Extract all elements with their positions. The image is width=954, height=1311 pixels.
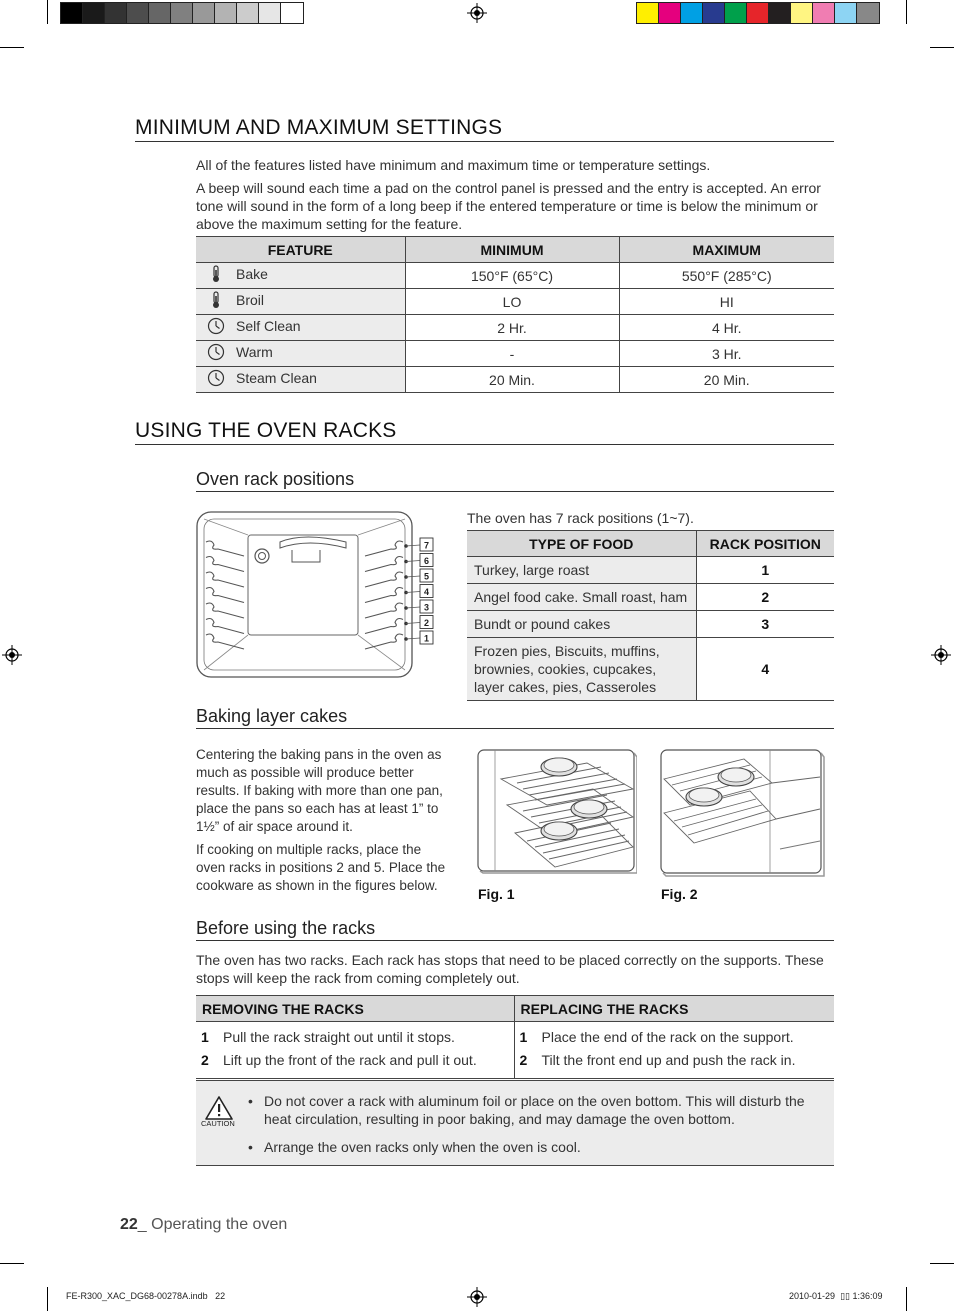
feature-name: Warm: [236, 344, 273, 361]
footer-section: _ Operating the oven: [137, 1216, 288, 1233]
clock-icon: [196, 369, 236, 390]
table-row: [196, 289, 834, 315]
rack-number-label: 7: [423, 540, 430, 551]
registration-mark-icon: [467, 3, 487, 23]
rack-number-label: 4: [423, 587, 430, 597]
color-swatch: [193, 3, 215, 23]
table-row: [196, 263, 834, 289]
subheading-before-using-racks: Before using the racks: [196, 918, 376, 938]
clock-icon: [196, 343, 236, 364]
subheading-baking-layer-cakes: Baking layer cakes: [196, 706, 348, 726]
color-swatch: [747, 3, 769, 23]
feature-cell: [196, 341, 405, 367]
food-type-cell: Bundt or pound cakes: [467, 611, 696, 638]
before-racks-intro: The oven has two racks. Each rack has stops that need to be placed correctly on the supports. These stops will keep the rack from coming completely out.: [196, 952, 824, 986]
figure-2-oven-pans: [660, 749, 825, 877]
step-text: Pull the rack straight out until it stops.: [223, 1029, 455, 1045]
page-footer: [120, 1216, 287, 1234]
feature-cell: [196, 367, 405, 393]
title-rule: [135, 444, 834, 445]
figure-1-label: Fig. 1: [478, 886, 515, 902]
caution-item: • Arrange the oven racks only when the oven is cool.: [246, 1138, 816, 1156]
table-row: [467, 638, 834, 701]
column-header: REPLACING THE RACKS: [514, 996, 834, 1022]
registration-mark-icon: [931, 645, 951, 665]
rack-positions-intro: The oven has 7 rack positions (1~7).: [467, 510, 694, 526]
title-rule: [135, 141, 834, 142]
food-type-cell: Angel food cake. Small roast, ham: [467, 584, 696, 611]
color-swatch: [813, 3, 835, 23]
table-row: [467, 557, 834, 584]
rack-position-table: [467, 530, 834, 701]
table-header-row: [196, 237, 834, 263]
rack-number-label: 6: [423, 556, 430, 566]
color-swatch: [791, 3, 813, 23]
step-number: 2: [201, 1052, 209, 1068]
thermometer-icon: [196, 291, 236, 312]
baking-para-1: Centering the baking pans in the oven as much as possible will produce better results. If baking with more than one pan, place the pans so each has at least 1” to 1½” of air space around it.: [196, 747, 443, 834]
page-number: 22: [120, 1216, 138, 1233]
feature-name: Steam Clean: [236, 370, 317, 387]
column-header: FEATURE: [196, 237, 405, 263]
column-header: TYPE OF FOOD: [467, 531, 696, 557]
table-row: [467, 584, 834, 611]
caution-warning-icon: [204, 1096, 234, 1120]
rack-position-cell: 3: [696, 611, 834, 638]
settings-intro: All of the features listed have minimum and maximum time or temperature settings.: [196, 157, 711, 173]
table-row: [196, 341, 834, 367]
maximum-cell: 3 Hr.: [619, 341, 834, 367]
minimum-cell: 150°F (65°C): [405, 263, 619, 289]
clock-icon: [196, 317, 236, 338]
step-item: [520, 1049, 835, 1072]
color-swatch: [171, 3, 193, 23]
table-row: [196, 367, 834, 393]
feature-cell: [196, 315, 405, 341]
oven-rack-diagram: [196, 510, 441, 680]
step-text: Place the end of the rack on the support.: [541, 1029, 794, 1045]
color-swatch: [281, 3, 303, 23]
figure-1-oven-pans: [477, 749, 637, 874]
print-file-info: FE-R300_XAC_DG68-00278A.indb 22: [66, 1291, 226, 1301]
table-row: [196, 1022, 834, 1079]
food-type-cell: Turkey, large roast: [467, 557, 696, 584]
step-number: 1: [519, 1029, 528, 1045]
feature-name: Self Clean: [236, 318, 301, 335]
registration-mark-icon: [467, 1287, 487, 1307]
color-swatch: [637, 3, 659, 23]
table-header-row: [467, 531, 834, 557]
baking-para-2: If cooking on multiple racks, place the oven racks in positions 2 and 5. Place the cookware as shown in the figures below.: [196, 842, 446, 893]
gray-color-bar: [60, 2, 304, 24]
rack-number-label: 2: [423, 618, 430, 628]
color-swatch: [659, 3, 681, 23]
rack-number-label: 1: [423, 633, 430, 644]
figure-2-label: Fig. 2: [661, 886, 698, 902]
rack-number-label: 3: [423, 602, 430, 613]
replacing-steps: [514, 1022, 834, 1079]
removing-steps: [196, 1022, 514, 1079]
step-item: [520, 1026, 835, 1049]
color-swatch: [857, 3, 879, 23]
print-date: [789, 1291, 883, 1302]
section-title-settings: MINIMUM AND MAXIMUM SETTINGS: [135, 116, 503, 139]
column-header: REMOVING THE RACKS: [196, 996, 514, 1022]
section-title-racks: USING THE OVEN RACKS: [135, 419, 397, 442]
color-bar: [636, 2, 880, 24]
column-header: MINIMUM: [405, 237, 619, 263]
step-item: [201, 1049, 514, 1072]
color-swatch: [681, 3, 703, 23]
color-swatch: [83, 3, 105, 23]
color-swatch: [215, 3, 237, 23]
color-swatch: [725, 3, 747, 23]
subheading-rule: [196, 940, 834, 941]
subheading-rule: [196, 728, 834, 729]
column-header: RACK POSITION: [696, 531, 834, 557]
color-swatch: [769, 3, 791, 23]
step-number: 1: [201, 1029, 209, 1045]
color-swatch: [835, 3, 857, 23]
feature-cell: [196, 263, 405, 289]
racks-instructions-table: [196, 995, 834, 1079]
color-swatch: [259, 3, 281, 23]
caution-item: • Do not cover a rack with aluminum foil or place on the oven bottom. This will disturb the heat circulation, resulting in poor baking, and may damage the oven bottom.: [246, 1092, 816, 1128]
feature-name: Bake: [236, 266, 268, 283]
registration-mark-icon: [2, 645, 22, 665]
color-swatch: [149, 3, 171, 23]
print-date-value: 2010-01-29: [789, 1291, 836, 1301]
minimum-cell: 2 Hr.: [405, 315, 619, 341]
table-row: [467, 611, 834, 638]
settings-beep-note: A beep will sound each time a pad on the control panel is pressed and the entry is accepted. An error tone will sound in the form of a long beep if the entered temperature or time is below the minimum or above the maximum setting for the feature.: [196, 180, 821, 232]
feature-name: Broil: [236, 292, 265, 309]
rack-position-cell: 2: [696, 584, 834, 611]
step-number: 2: [519, 1052, 528, 1068]
subheading-rule: [196, 491, 834, 492]
step-item: [201, 1026, 514, 1049]
print-time: ▯▯ 1:36:09: [840, 1291, 883, 1301]
caution-box: [196, 1080, 834, 1166]
thermometer-icon: [196, 265, 236, 286]
caution-label: CAUTION: [201, 1119, 235, 1128]
food-type-cell: Frozen pies, Biscuits, muffins, brownies, cookies, cupcakes, layer cakes, pies, Casseroles: [467, 638, 696, 701]
step-text: Tilt the front end up and push the rack in.: [541, 1052, 796, 1068]
step-text: Lift up the front of the rack and pull it out.: [223, 1052, 477, 1068]
color-swatch: [237, 3, 259, 23]
color-swatch: [105, 3, 127, 23]
feature-cell: [196, 289, 405, 315]
maximum-cell: 20 Min.: [619, 367, 834, 393]
rack-number-label: 5: [423, 571, 430, 582]
settings-table: [196, 236, 834, 393]
subheading-rack-positions: Oven rack positions: [196, 469, 355, 489]
rack-position-cell: 4: [696, 638, 834, 701]
rack-position-cell: 1: [696, 557, 834, 584]
color-swatch: [703, 3, 725, 23]
column-header: MAXIMUM: [619, 237, 834, 263]
table-header-row: [196, 996, 834, 1022]
color-swatch: [61, 3, 83, 23]
table-row: [196, 315, 834, 341]
minimum-cell: 20 Min.: [405, 367, 619, 393]
minimum-cell: LO: [405, 289, 619, 315]
color-swatch: [127, 3, 149, 23]
maximum-cell: 4 Hr.: [619, 315, 834, 341]
minimum-cell: -: [405, 341, 619, 367]
maximum-cell: HI: [619, 289, 834, 315]
maximum-cell: 550°F (285°C): [619, 263, 834, 289]
